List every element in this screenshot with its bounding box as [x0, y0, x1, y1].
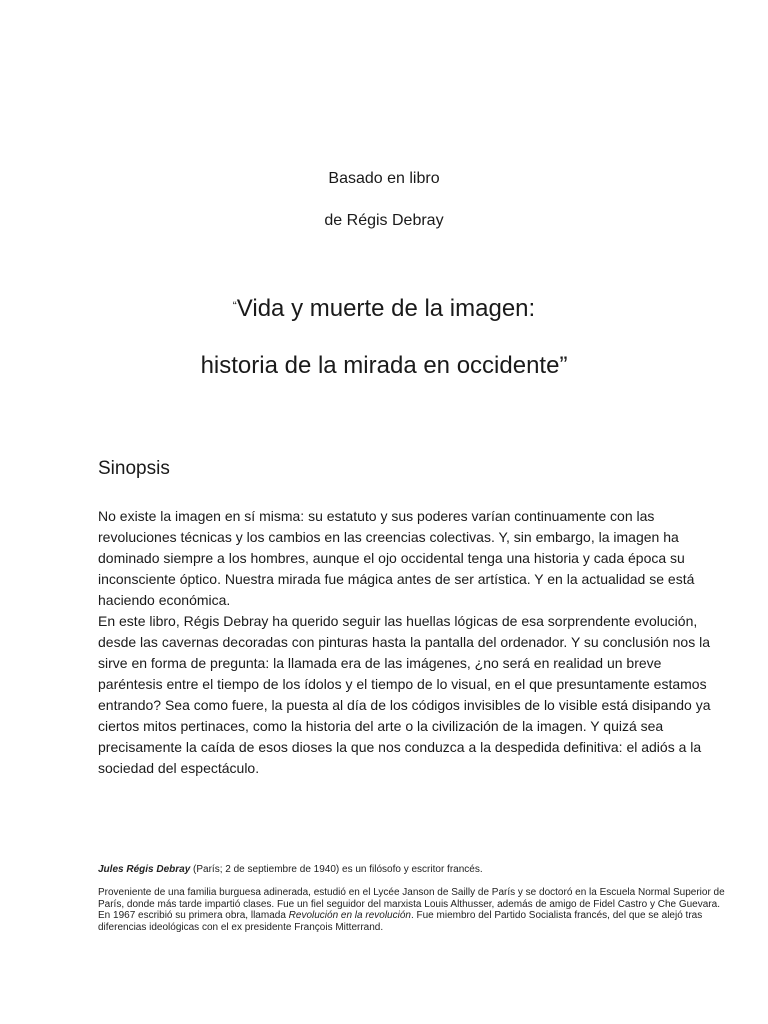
author-line: de Régis Debray — [324, 212, 444, 229]
synopsis-body — [98, 506, 720, 779]
synopsis-paragraph-1: No existe la imagen en sí misma: su estatuto y sus poderes varían continuamente con las revoluciones técnicas y los cambios en las creencias colectivas. Y, sin embargo, la imagen ha dominado siempre a los hombres, aunque el ojo occidental tenga una historia y cada época su inconsciente óptico. Nuestra mirada fue mágica antes de ser artística. Y en la actualidad se está haciendo económica. — [98, 508, 695, 608]
author-name: Jules Régis Debray — [98, 864, 191, 875]
bio-book-title: Revolución en la revolución — [288, 910, 411, 922]
bio-text-part-1: Proveniente de una familia burguesa adinerada, estudió en el Lycée Janson de Sailly de París y se doctoró en la Escuela Normal Superior de París, donde más tarde impartió clases. Fue un fiel seguidor del marxista Louis Althusser, además de amigo de Fidel Castro y Che Guevara. En 1967 escribió su primera obra, llamada — [98, 887, 725, 922]
author-bio-intro — [98, 864, 728, 876]
author-intro-text: (París; 2 de septiembre de 1940) es un filósofo y escritor francés. — [190, 864, 483, 875]
synopsis-paragraph-2: En este libro, Régis Debray ha querido seguir las huellas lógicas de esa sorprendente evolución, desde las cavernas decoradas con pinturas hasta la pantalla del ordenador. Y su conclusión nos la sirve en forma de pregunta: la llamada era de las imágenes, ¿no será en realidad un breve paréntesis entre el tiempo de los ídolos y el tiempo de lo visual, en el que presuntamente estamos entrando? Sea como fuere, la puesta al día de los códigos invisibles de lo visible está disipando ya ciertos mitos pertinaces, como la historia del arte o la civilización de la imagen. Y quizá sea precisamente la caída de esos dioses la que nos conduzca a la despedida definitiva: el adiós a la sociedad del espectáculo. — [98, 613, 711, 776]
based-on-book-line: Basado en libro — [328, 170, 440, 187]
bio-text-part-2: . Fue miembro del Partido Socialista francés, del que se alejó tras diferencias ideológicas con el ex presidente François Mitterrand. — [98, 910, 703, 933]
book-title-text-1: Vida y muerte de la imagen: — [236, 295, 536, 322]
synopsis-heading: Sinopsis — [98, 458, 170, 479]
book-title-line-1 — [0, 295, 768, 323]
author-bio-paragraph — [98, 887, 728, 933]
opening-quote-mark: “ — [232, 299, 237, 313]
book-title-line-2: historia de la mirada en occidente” — [200, 352, 568, 379]
